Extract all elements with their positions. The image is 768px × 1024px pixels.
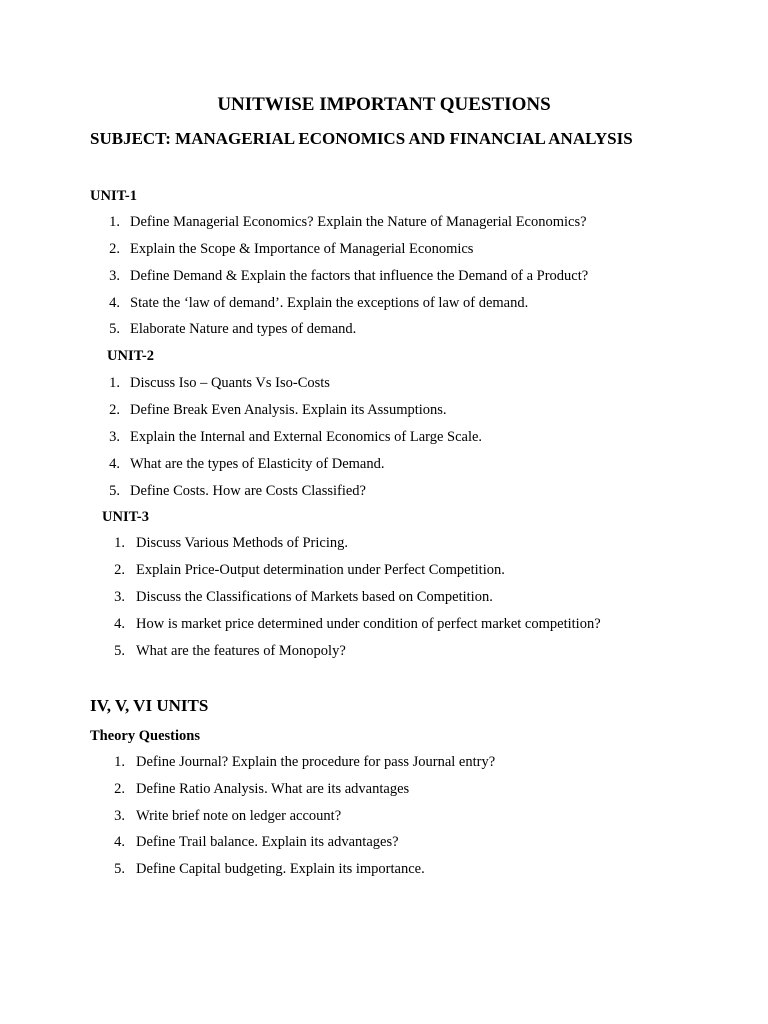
list-item-number: 2. [109, 241, 120, 257]
unit3-heading: UNIT-3 [102, 509, 150, 525]
list-item-text: Discuss Various Methods of Pricing. [136, 535, 348, 551]
list-item-text: Elaborate Nature and types of demand. [130, 321, 357, 337]
subject-heading: SUBJECT: MANAGERIAL ECONOMICS AND FINANCIAL ANALYSIS [90, 129, 633, 148]
list-item-text: What are the features of Monopoly? [136, 643, 346, 659]
list-item-text: How is market price determined under condition of perfect market competition? [136, 616, 601, 632]
theory-questions-heading: Theory Questions [90, 728, 200, 744]
list-item-number: 3. [114, 589, 125, 605]
list-item-number: 1. [114, 535, 125, 551]
list-item-number: 3. [114, 808, 125, 824]
list-item-number: 2. [109, 402, 120, 418]
list-item-number: 4. [114, 834, 125, 850]
list-item-text: Define Costs. How are Costs Classified? [130, 483, 366, 499]
list-item-text: Define Ratio Analysis. What are its advantages [136, 781, 410, 797]
list-item-number: 5. [109, 483, 120, 499]
list-item-number: 1. [114, 754, 125, 770]
list-item-number: 2. [114, 562, 125, 578]
list-item-number: 5. [114, 861, 125, 877]
list-item-text: Define Capital budgeting. Explain its importance. [136, 861, 425, 877]
list-item-text: Define Managerial Economics? Explain the Nature of Managerial Economics? [130, 214, 587, 230]
unit2-heading: UNIT-2 [107, 348, 155, 364]
list-item-text: What are the types of Elasticity of Demand. [130, 456, 385, 472]
list-item-text: Discuss Iso – Quants Vs Iso-Costs [130, 375, 330, 391]
list-item-text: Explain the Scope & Importance of Managerial Economics [130, 241, 474, 257]
list-item-text: Write brief note on ledger account? [136, 808, 342, 824]
list-item-number: 3. [109, 429, 120, 445]
list-item-number: 5. [109, 321, 120, 337]
list-item-number: 3. [109, 268, 120, 284]
list-item-text: Discuss the Classifications of Markets based on Competition. [136, 589, 493, 605]
document-title: UNITWISE IMPORTANT QUESTIONS [217, 94, 551, 115]
list-item-text: Explain Price-Output determination under Perfect Competition. [136, 562, 505, 578]
list-item-text: Explain the Internal and External Economics of Large Scale. [130, 429, 483, 445]
units456-heading: IV, V, VI UNITS [90, 696, 209, 715]
list-item-text: Define Demand & Explain the factors that influence the Demand of a Product? [130, 268, 589, 284]
list-item-number: 4. [109, 456, 120, 472]
unit1-heading: UNIT-1 [90, 188, 138, 204]
list-item-number: 1. [109, 375, 120, 391]
list-item-number: 5. [114, 643, 125, 659]
list-item-number: 4. [109, 295, 120, 311]
list-item-number: 2. [114, 781, 125, 797]
list-item-text: Define Trail balance. Explain its advantages? [136, 834, 399, 850]
list-item-number: 4. [114, 616, 125, 632]
list-item-text: Define Break Even Analysis. Explain its Assumptions. [130, 402, 447, 418]
list-item-text: Define Journal? Explain the procedure for pass Journal entry? [136, 754, 496, 770]
list-item-text: State the ‘law of demand’. Explain the exceptions of law of demand. [130, 295, 529, 311]
list-item-number: 1. [109, 214, 120, 230]
